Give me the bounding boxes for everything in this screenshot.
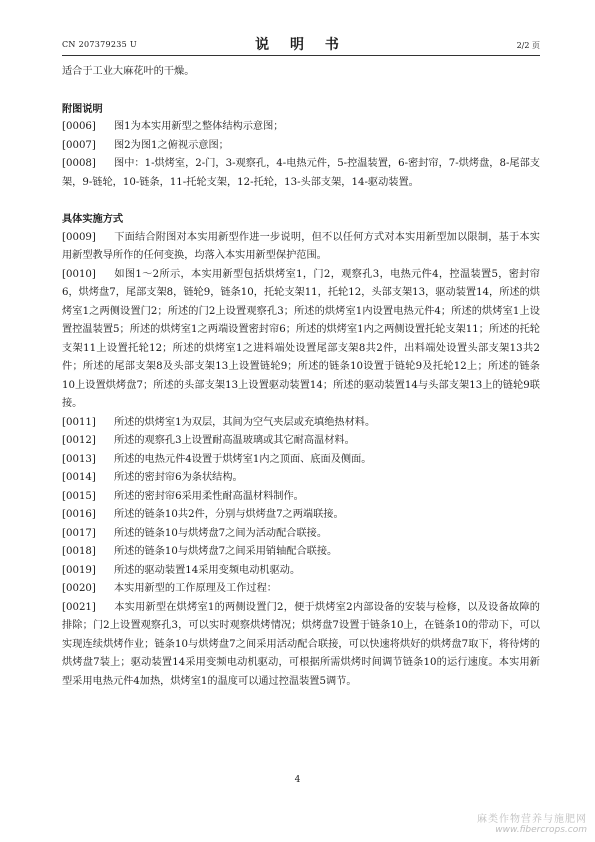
- paragraph-number: [0020]: [62, 583, 96, 594]
- paragraph-text: 图1为本实用新型之整体结构示意图；: [114, 121, 284, 132]
- paragraph-0013: [62, 451, 540, 470]
- paragraph-text: 本实用新型在烘烤室1的两侧设置门2，便于烘烤室2内部设备的安装与检修，以及设备故障的排除；门2上设置观察孔3，可以实时观察烘烤情况；烘烤盘7设置于链条10上，在链条10的带动下，可以实现连续烘烤作业；链条10与烘烤盘7之间采用活动配合联接，可以快速将烘好的烘烤盘7取下，将待烤的烘烤盘7装上；驱动装置14采用变频电动机驱动，可根据所需烘烤时间调节链条10的运行速度。本实用新型采用电热元件4加热，烘烤室1的温度可以通过控温装置5调节。: [62, 601, 540, 687]
- paragraph-text: 图2为图1之俯视示意图；: [114, 139, 229, 151]
- paragraph-number: [0016]: [62, 509, 96, 520]
- paragraph-0020: [62, 580, 540, 599]
- paragraph-number: [0007]: [62, 139, 96, 151]
- paragraph-text: 所述的驱动装置14采用变频电动机驱动。: [114, 564, 301, 576]
- paragraph-number: [0021]: [62, 601, 96, 613]
- paragraph-0007: [62, 137, 540, 156]
- watermark-url: www.fibercrops.com: [495, 825, 587, 835]
- watermark: [477, 810, 587, 835]
- page-header: [62, 30, 540, 58]
- paragraph-number: [0012]: [62, 435, 96, 446]
- paragraph-0021: [62, 599, 540, 692]
- paragraph-0017: [62, 525, 540, 544]
- paragraph-text: 所述的观察孔3上设置耐高温玻璃或其它耐高温材料。: [114, 435, 355, 446]
- paragraph-number: [0009]: [62, 231, 96, 243]
- paragraph-text: 所述的烘烤室1为双层，其间为空气夹层或充填绝热材料。: [114, 416, 376, 428]
- paragraph-number: [0015]: [62, 490, 96, 502]
- paragraph-number: [0014]: [62, 472, 96, 483]
- paragraph-0019: [62, 562, 540, 581]
- paragraph-number: [0008]: [62, 158, 96, 169]
- paragraph-number: [0019]: [62, 564, 96, 576]
- page-indicator: 2/2 页: [516, 41, 540, 50]
- paragraph-0009: [62, 229, 540, 266]
- paragraph-text: 所述的密封帘6采用柔性耐高温材料制作。: [114, 490, 304, 502]
- paragraph-number: [0013]: [62, 453, 96, 465]
- paragraph-0008: [62, 155, 540, 192]
- paragraph-text: 所述的链条10与烘烤盘7之间采用销轴配合联接。: [114, 546, 338, 557]
- paragraph-0011: [62, 414, 540, 433]
- paragraph-0018: [62, 543, 540, 562]
- header-divider: [62, 55, 540, 56]
- paragraph-0012: [62, 432, 540, 451]
- page-number: 4: [294, 775, 301, 785]
- section-heading-embodiment: 具体实施方式: [62, 213, 124, 225]
- paragraph-number: [0011]: [62, 416, 96, 428]
- paragraph-text: 图中：1-烘烤室，2-门，3-观察孔，4-电热元件，5-控温装置，6-密封帘，7-烘烤盘，8-尾部支架，9-链轮，10-链条，11-托轮支架，12-托轮，13-头部支架，14-驱动装置。: [62, 158, 540, 188]
- paragraph-number: [0018]: [62, 546, 96, 557]
- intro-line: 适合于工业大麻花叶的干燥。: [62, 66, 195, 77]
- watermark-site-name: 麻类作物营养与施肥网: [477, 814, 587, 825]
- document-title: 说 明 书: [255, 37, 347, 53]
- paragraph-text: 所述的电热元件4设置于烘烤室1内之顶面、底面及侧面。: [114, 453, 372, 465]
- document-body: [62, 63, 540, 691]
- paragraph-number: [0017]: [62, 527, 96, 539]
- paragraph-text: 下面结合附图对本实用新型作进一步说明，但不以任何方式对本实用新型加以限制，基于本实用新型教导所作的任何变换，均落入本实用新型保护范围。: [62, 231, 540, 261]
- section-heading-drawings: 附图说明: [62, 102, 103, 115]
- patent-number: CN 207379235 U: [62, 40, 137, 49]
- paragraph-text: 如图1～2所示，本实用新型包括烘烤室1，门2，观察孔3，电热元件4，控温装置5，密封帘6，烘烤盘7，尾部支架8，链轮9，链条10，托轮支架11，托轮12，头部支架13，驱动装置14，所述的烘烤室1之两侧设置门2；所述的门2上设置观察孔3；所述的烘烤室1内设置电热元件4；所述的烘烤室1上设置控温装置5；所述的烘烤室1之两端设置密封帘6；所述的烘烤室1内之两侧设置托轮支架11；所述的托轮支架11上设置托轮12；所述的烘烤室1之进料端处设置尾部支架8共2件，出料端处设置头部支架13共2件；所述的尾部支架8及头部支架13上设置链轮9；所述的链条10设置于链轮9及托轮12上；所述的链条10上设置烘烤盘7；所述的头部支架13上设置驱动装置14；所述的驱动装置14与头部支架13上的链轮9联接。: [62, 268, 540, 409]
- paragraph-0010: [62, 266, 540, 414]
- paragraph-0015: [62, 488, 540, 507]
- paragraph-0014: [62, 469, 540, 488]
- paragraph-text: 本实用新型的工作原理及工作过程：: [114, 583, 277, 594]
- paragraph-number: [0010]: [62, 268, 96, 280]
- paragraph-text: 所述的链条10与烘烤盘7之间为活动配合联接。: [114, 527, 328, 539]
- paragraph-0006: [62, 118, 540, 137]
- paragraph-number: [0006]: [62, 121, 96, 132]
- paragraph-text: 所述的密封帘6为条状结构。: [114, 472, 243, 483]
- paragraph-text: 所述的链条10共2件，分别与烘烤盘7之两端联接。: [114, 509, 344, 520]
- paragraph-0016: [62, 506, 540, 525]
